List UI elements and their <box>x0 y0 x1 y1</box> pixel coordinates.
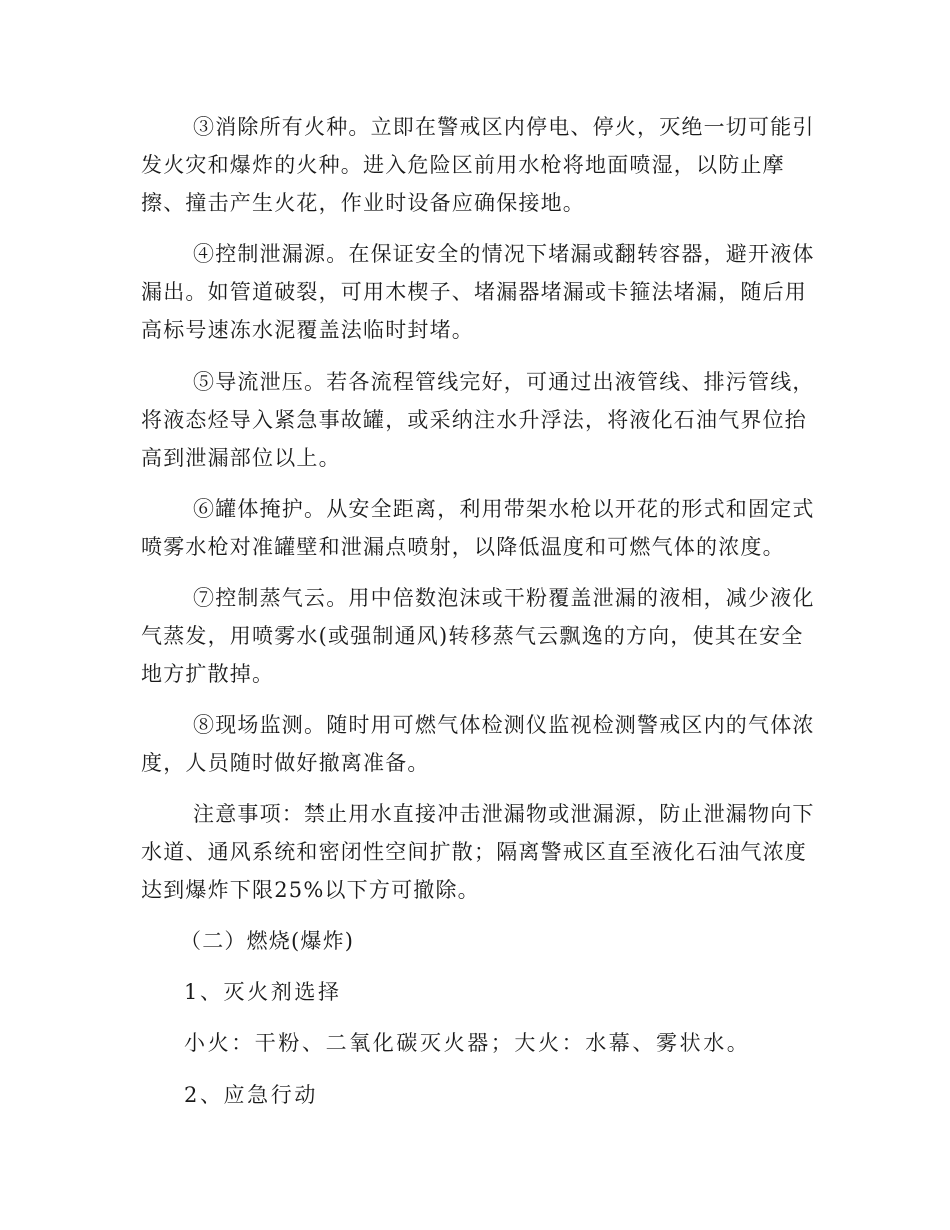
text-line: 注意事项：禁止用水直接冲击泄漏物或泄漏源，防止泄漏物向下 <box>193 802 815 826</box>
text-line: ⑤导流泄压。若各流程管线完好，可通过出液管线、排污管线， <box>193 370 815 394</box>
text-line: 高到泄漏部位以上。 <box>141 446 341 470</box>
text-line: ⑧现场监测。随时用可燃气体检测仪监视检测警戒区内的气体浓 <box>193 713 815 737</box>
text-line: ⑥罐体掩护。从安全距离，利用带架水枪以开花的形式和固定式 <box>193 497 815 521</box>
text-line: 气蒸发，用喷雾水(或强制通风)转移蒸气云飘逸的方向，使其在安全 <box>141 624 804 648</box>
text-line: 达到爆炸下限25%以下方可撤除。 <box>141 878 480 902</box>
text-line: 喷雾水枪对准罐壁和泄漏点喷射，以降低温度和可燃气体的浓度。 <box>141 535 785 559</box>
text-line: ④控制泄漏源。在保证安全的情况下堵漏或翻转容器，避开液体 <box>193 242 815 266</box>
text-line: ⑦控制蒸气云。用中倍数泡沫或干粉覆盖泄漏的液相，减少液化 <box>193 586 815 610</box>
text-line: 高标号速冻水泥覆盖法临时封堵。 <box>141 318 474 342</box>
item-heading: 1、灭火剂选择 <box>184 980 342 1004</box>
text-line: 水道、通风系统和密闭性空间扩散；隔离警戒区直至液化石油气浓度 <box>141 840 807 864</box>
text-line: 将液态烃导入紧急事故罐，或采纳注水升浮法，将液化石油气界位抬 <box>141 408 807 432</box>
text-line: 地方扩散掉。 <box>141 662 275 686</box>
text-line: 发火灾和爆炸的火种。进入危险区前用水枪将地面喷湿，以防止摩 <box>141 153 785 177</box>
text-line: 漏出。如管道破裂，可用木楔子、堵漏器堵漏或卡箍法堵漏，随后用 <box>141 280 807 304</box>
text-line: 小火：干粉、二氧化碳灭火器；大火：水幕、雾状水。 <box>184 1031 751 1055</box>
text-line: 擦、撞击产生火花，作业时设备应确保接地。 <box>141 191 585 215</box>
text-line: ③消除所有火种。立即在警戒区内停电、停火，灭绝一切可能引 <box>193 115 815 139</box>
section-heading: （二）燃烧(爆炸) <box>180 929 355 953</box>
item-heading: 2、应急行动 <box>184 1083 318 1107</box>
text-line: 度，人员随时做好撤离准备。 <box>141 751 430 775</box>
